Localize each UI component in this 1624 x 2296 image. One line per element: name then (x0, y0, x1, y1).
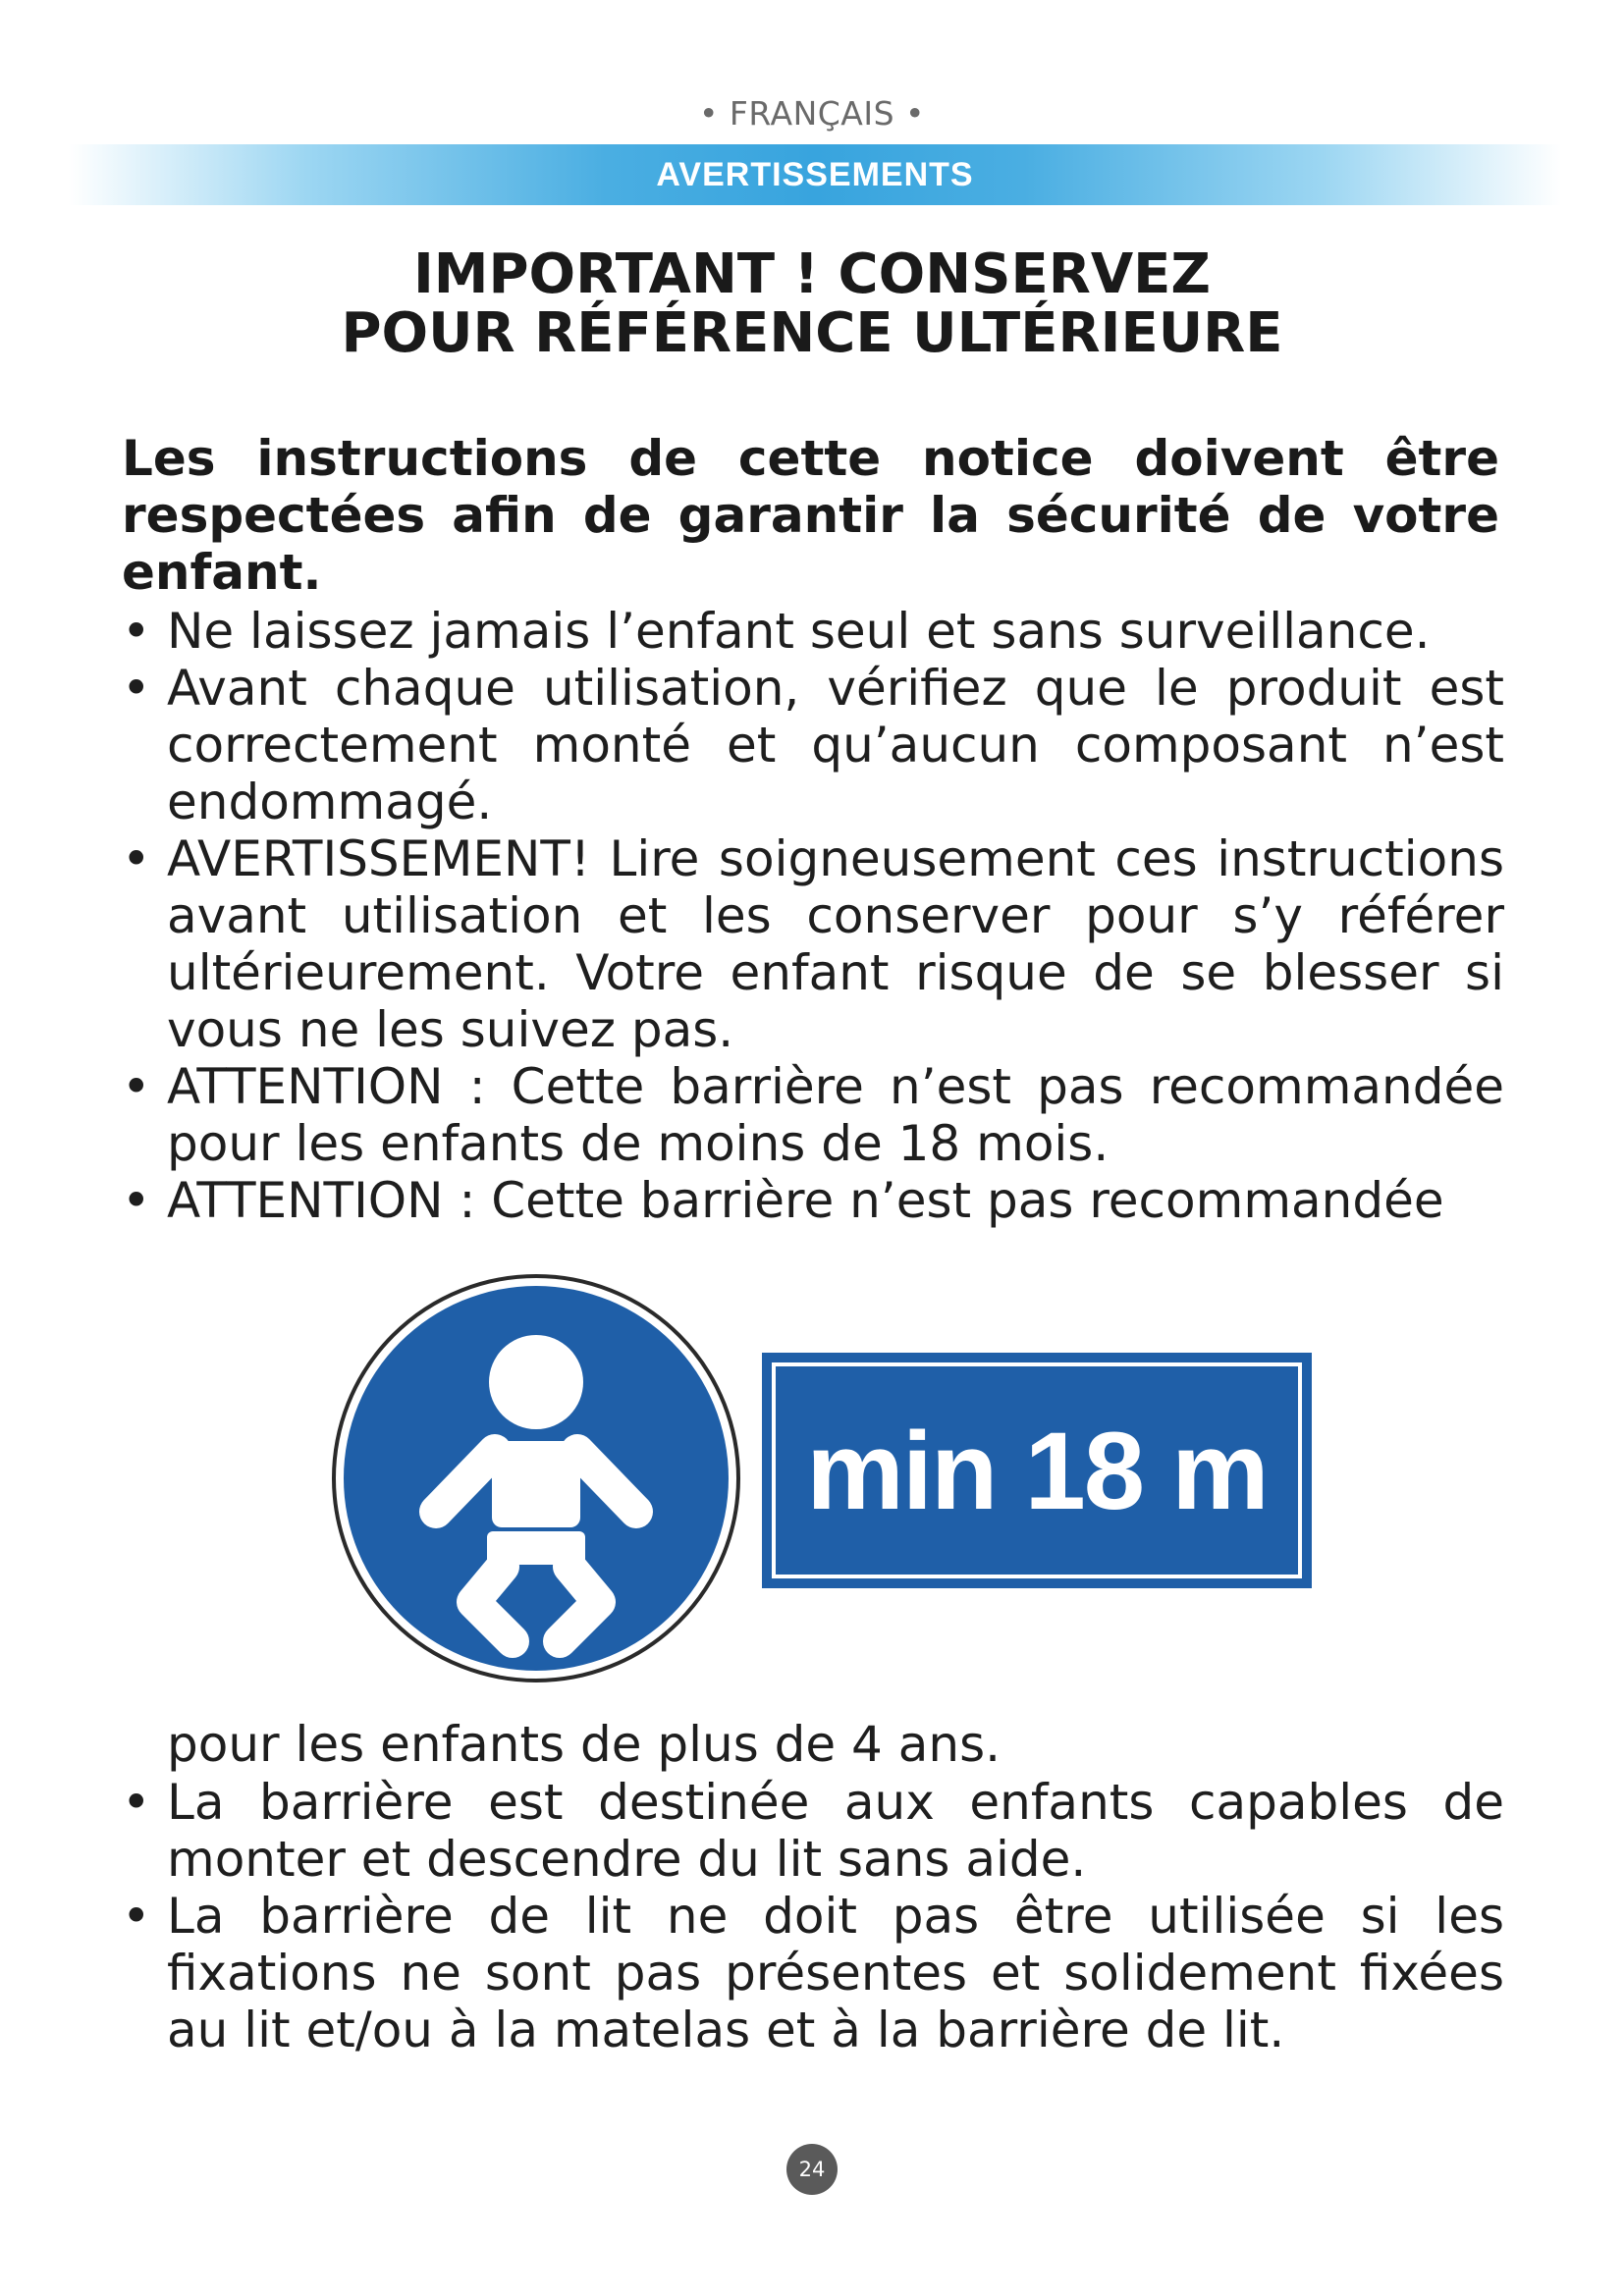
language-label: • FRANÇAIS • (698, 94, 926, 133)
warning-text: ATTENTION : Cette barrière n’est pas recommandée pour les enfants de moins de 18 mois. (167, 1058, 1504, 1172)
warning-item (118, 1774, 1504, 1888)
pictogram-row (330, 1272, 1312, 1694)
warning-item (118, 830, 1504, 1058)
age-sign (762, 1353, 1312, 1588)
section-title: AVERTISSEMENTS (656, 156, 974, 193)
page-number: 24 (786, 2144, 838, 2195)
age-sign-label: min 18 m (806, 1409, 1268, 1532)
warning-list-bottom (118, 1774, 1504, 2058)
age-sign-frame (772, 1362, 1302, 1578)
warning-item (118, 1172, 1504, 1229)
intro-paragraph: Les instructions de cette notice doivent être respectées afin de garantir la sécurité de votre enfant. (122, 430, 1499, 601)
warning-list-top (118, 603, 1504, 1229)
page-title-line-1: IMPORTANT ! CONSERVEZ (412, 242, 1212, 306)
warning-text: ATTENTION : Cette barrière n’est pas recommandée (167, 1172, 1444, 1229)
warning-item (118, 1888, 1504, 2058)
page-title-line-2: POUR RÉFÉRENCE ULTÉRIEURE (341, 301, 1283, 365)
warning-text: Ne laissez jamais l’enfant seul et sans surveillance. (167, 603, 1431, 660)
warning-text: La barrière est destinée aux enfants capables de monter et descendre du lit sans aide. (167, 1774, 1504, 1888)
bullet-icon: • (122, 1888, 151, 1945)
bullet-icon: • (122, 830, 151, 887)
warning-text: AVERTISSEMENT! Lire soigneusement ces instructions avant utilisation et les conserver pour s’y référer ultérieurement. Votre enfant risque de se blesser si vous ne les suivez pas. (167, 830, 1504, 1058)
warning-item (118, 660, 1504, 830)
warning-continuation: pour les enfants de plus de 4 ans. (167, 1716, 1001, 1773)
bullet-icon: • (122, 1774, 151, 1831)
bullet-icon: • (122, 1058, 151, 1115)
bullet-icon: • (122, 660, 151, 717)
warning-item (118, 1058, 1504, 1172)
warning-text: Avant chaque utilisation, vérifiez que le produit est correctement monté et qu’aucun composant n’est endommagé. (167, 660, 1504, 830)
section-banner (69, 144, 1561, 205)
bullet-icon: • (122, 1172, 151, 1229)
baby-icon (330, 1272, 742, 1684)
warning-item (118, 603, 1504, 660)
warning-text: La barrière de lit ne doit pas être utilisée si les fixations ne sont pas présentes et solidement fixées au lit et/ou à la matelas et à la barrière de lit. (167, 1888, 1504, 2058)
page-title (0, 242, 1624, 365)
bullet-icon: • (122, 603, 151, 660)
